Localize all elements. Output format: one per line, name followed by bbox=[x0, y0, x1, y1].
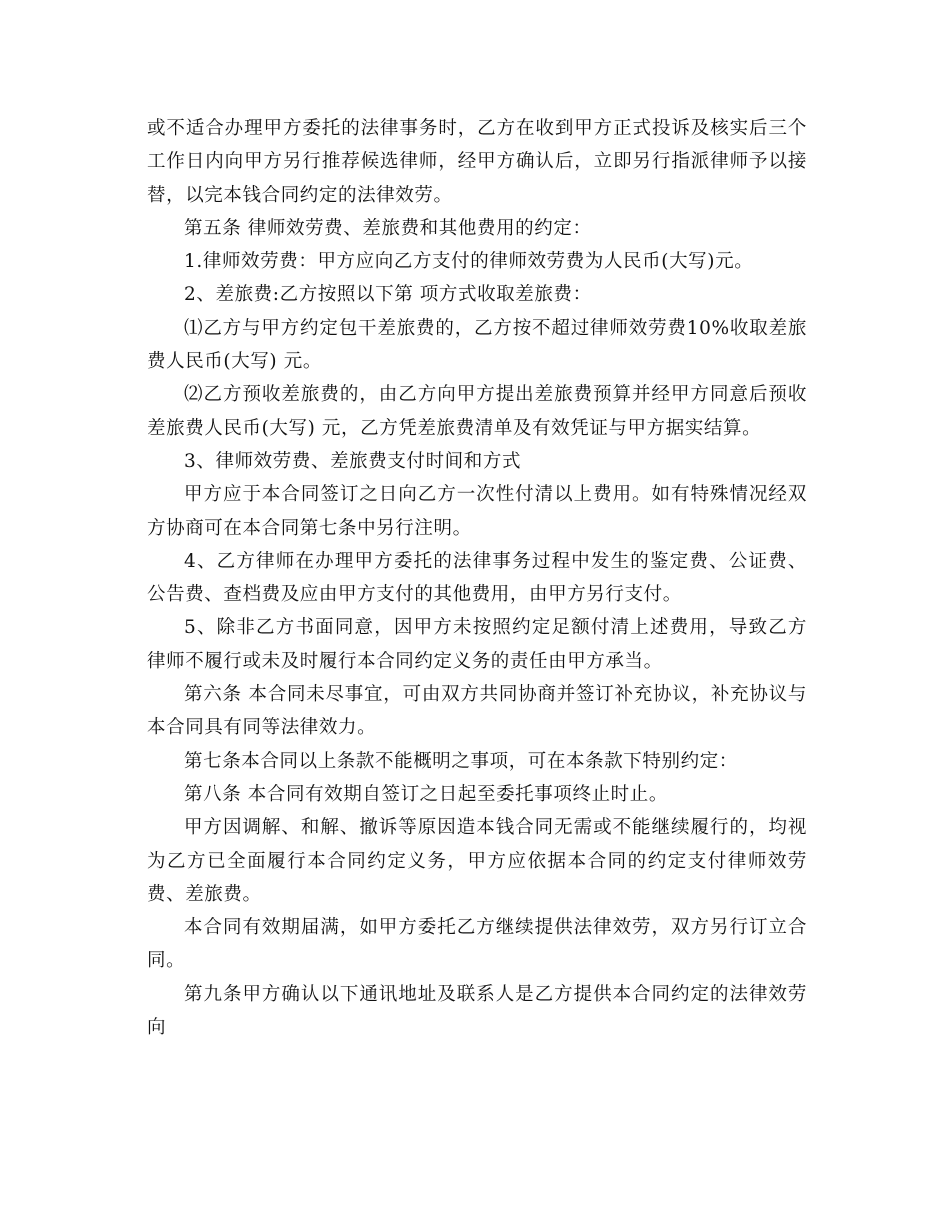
paragraph-expiry-renewal: 本合同有效期届满，如甲方委托乙方继续提供法律效劳，双方另行订立合同。 bbox=[147, 917, 807, 972]
paragraph-article-6: 第六条 本合同未尽事宜，可由双方共同协商并签订补充协议，补充协议与本合同具有同等法律效力。 bbox=[147, 684, 807, 739]
paragraph-article-9: 第九条甲方确认以下通讯地址及联系人是乙方提供本合同约定的法律效劳向 bbox=[147, 983, 807, 1039]
paragraph-travel-fee: 2、差旅费:乙方按照以下第 项方式收取差旅费： bbox=[184, 284, 592, 306]
paragraph-payment-terms: 甲方应于本合同签订之日向乙方一次性付清以上费用。如有特殊情况经双方协商可在本合同第七条中另行注明。 bbox=[147, 484, 807, 539]
paragraph-article-7: 第七条本合同以上条款不能概明之事项，可在本条款下特别约定： bbox=[184, 750, 738, 772]
paragraph-other-fees: 4、乙方律师在办理甲方委托的法律事务过程中发生的鉴定费、公证费、公告费、查档费及应由甲方支付的其他费用，由甲方另行支付。 bbox=[147, 550, 807, 606]
paragraph-continuation: 或不适合办理甲方委托的法律事务时，乙方在收到甲方正式投诉及核实后三个工作日内向甲方另行推荐候选律师，经甲方确认后，立即另行指派律师予以接替，以完本钱合同约定的法律效劳。 bbox=[147, 118, 807, 206]
paragraph-lawyer-fee: 1.律师效劳费：甲方应向乙方支付的律师效劳费为人民币(大写)元。 bbox=[184, 251, 754, 273]
paragraph-termination-terms: 甲方因调解、和解、撤诉等原因造本钱合同无需或不能继续履行的，均视为乙方已全面履行本合同约定义务，甲方应依据本合同的约定支付律师效劳费、差旅费。 bbox=[147, 817, 807, 905]
paragraph-article-5-heading: 第五条 律师效劳费、差旅费和其他费用的约定： bbox=[184, 217, 592, 239]
paragraph-payment-heading: 3、律师效劳费、差旅费支付时间和方式 bbox=[184, 450, 522, 472]
paragraph-travel-fee-option-2: ⑵乙方预收差旅费的，由乙方向甲方提出差旅费预算并经甲方同意后预收差旅费人民币(大写) 元，乙方凭差旅费清单及有效凭证与甲方据实结算。 bbox=[147, 384, 807, 439]
paragraph-article-8: 第八条 本合同有效期自签订之日起至委托事项终止时止。 bbox=[184, 783, 668, 805]
paragraph-travel-fee-option-1: ⑴乙方与甲方约定包干差旅费的，乙方按不超过律师效劳费10%收取差旅费人民币(大写) 元。 bbox=[147, 317, 807, 373]
paragraph-nonpayment-liability: 5、除非乙方书面同意，因甲方未按照约定足额付清上述费用，导致乙方律师不履行或未及时履行本合同约定义务的责任由甲方承当。 bbox=[147, 617, 807, 672]
document-body bbox=[147, 112, 807, 1044]
